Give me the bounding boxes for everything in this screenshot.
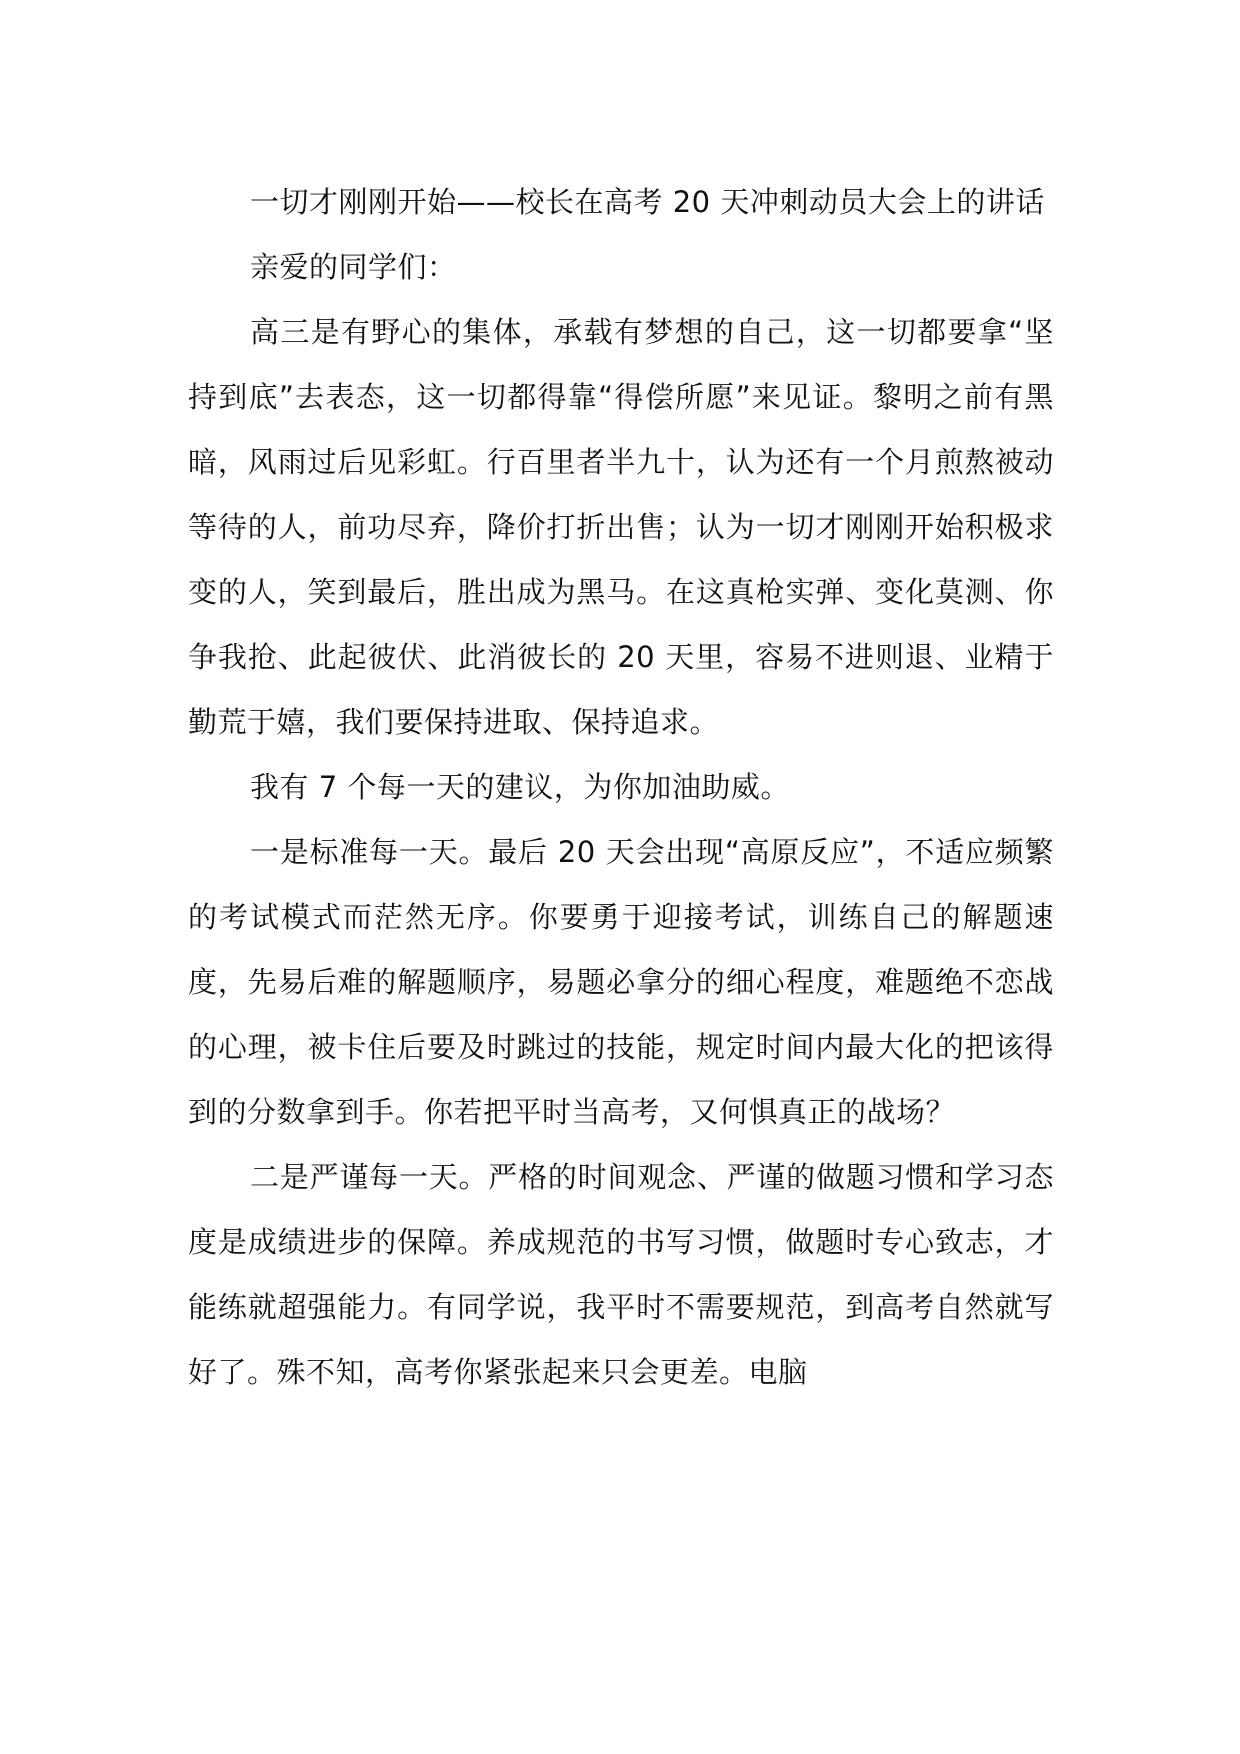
salutation: 亲爱的同学们： bbox=[250, 250, 457, 284]
paragraph-suggestion-two: 二是严谨每一天。严格的时间观念、严谨的做题习惯和学习态度是成绩进步的保障。养成规范的书写习惯，做题时专心致志，才能练就超强能力。有同学说，我平时不需要规范，到高考自然就写好了。殊不知，高考你紧张起来只会更差。电脑 bbox=[188, 1160, 1054, 1389]
document-body bbox=[188, 170, 1054, 1405]
paragraph-suggestions-intro: 我有 7 个每一天的建议，为你加油助威。 bbox=[250, 770, 790, 804]
paragraph-suggestion-one: 一是标准每一天。最后 20 天会出现“高原反应”，不适应频繁的考试模式而茫然无序。你要勇于迎接考试，训练自己的解题速度，先易后难的解题顺序，易题必拿分的细心程度，难题绝不恋战的心理，被卡住后要及时跳过的技能，规定时间内最大化的把该得到的分数拿到手。你若把平时当高考，又何惧真正的战场？ bbox=[188, 835, 1054, 1129]
speech-title: 一切才刚刚开始——校长在高考 20 天冲刺动员大会上的讲话 bbox=[250, 185, 1045, 219]
paragraph-opening: 高三是有野心的集体，承载有梦想的自己，这一切都要拿“坚持到底”去表态，这一切都得靠“得偿所愿”来见证。黎明之前有黑暗，风雨过后见彩虹。行百里者半九十，认为还有一个月煎熬被动等待的人，前功尽弃，降价打折出售；认为一切才刚刚开始积极求变的人，笑到最后，胜出成为黑马。在这真枪实弹、变化莫测、你争我抢、此起彼伏、此消彼长的 20 天里，容易不进则退、业精于勤荒于嬉，我们要保持进取、保持追求。 bbox=[188, 315, 1054, 739]
